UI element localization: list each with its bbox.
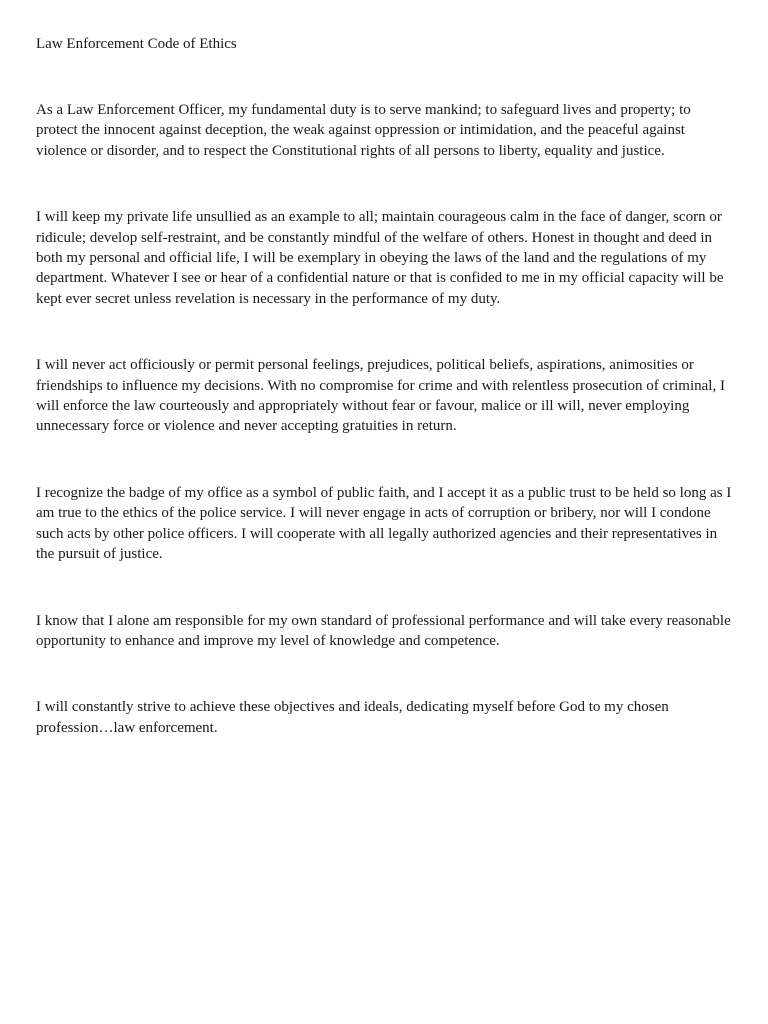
paragraph-fundamental-duty: As a Law Enforcement Officer, my fundamental duty is to serve mankind; to safeguard lives and property; to protect the innocent against deception, the weak against oppression or intimidation, and the peaceful against violence or disorder, and to respect the Constitutional rights of all persons to liberty, equality and justice. (36, 102, 691, 159)
document-title: Law Enforcement Code of Ethics (36, 36, 237, 52)
document-page (36, 34, 736, 784)
paragraph-badge-of-office: I recognize the badge of my office as a symbol of public faith, and I accept it as a public trust to be held so long as I am true to the ethics of the police service. I will never engage in acts of corruption or bribery, nor will I condone such acts by other police officers. I will cooperate with all legally authorized agencies and their representatives in the pursuit of justice. (36, 484, 732, 563)
paragraph-private-life: I will keep my private life unsullied as an example to all; maintain courageous calm in the face of danger, scorn or ridicule; develop self-restraint, and be constantly mindful of the welfare of others. Honest in thought and deed in both my personal and official life, I will be exemplary in obeying the laws of the land and the regulations of my department. Whatever I see or hear of a confidential nature or that is confided to me in my official capacity will be kept ever secret unless revelation is necessary in the performance of my duty. (36, 209, 724, 307)
paragraph-officiousness: I will never act officiously or permit personal feelings, prejudices, political beliefs, aspirations, animosities or friendships to influence my decisions. With no compromise for crime and with relentless prosecution of criminal, I will enforce the law courteously and appropriately without fear or favour, malice or ill will, never employing unnecessary force or violence and never accepting gratuities in return. (36, 357, 725, 435)
paragraph-responsibility: I know that I alone am responsible for my own standard of professional performance and will take every reasonable opportunity to enhance and improve my level of knowledge and competence. (36, 612, 731, 649)
paragraph-objectives: I will constantly strive to achieve these objectives and ideals, dedicating myself before God to my chosen profession…law enforcement. (36, 699, 669, 736)
